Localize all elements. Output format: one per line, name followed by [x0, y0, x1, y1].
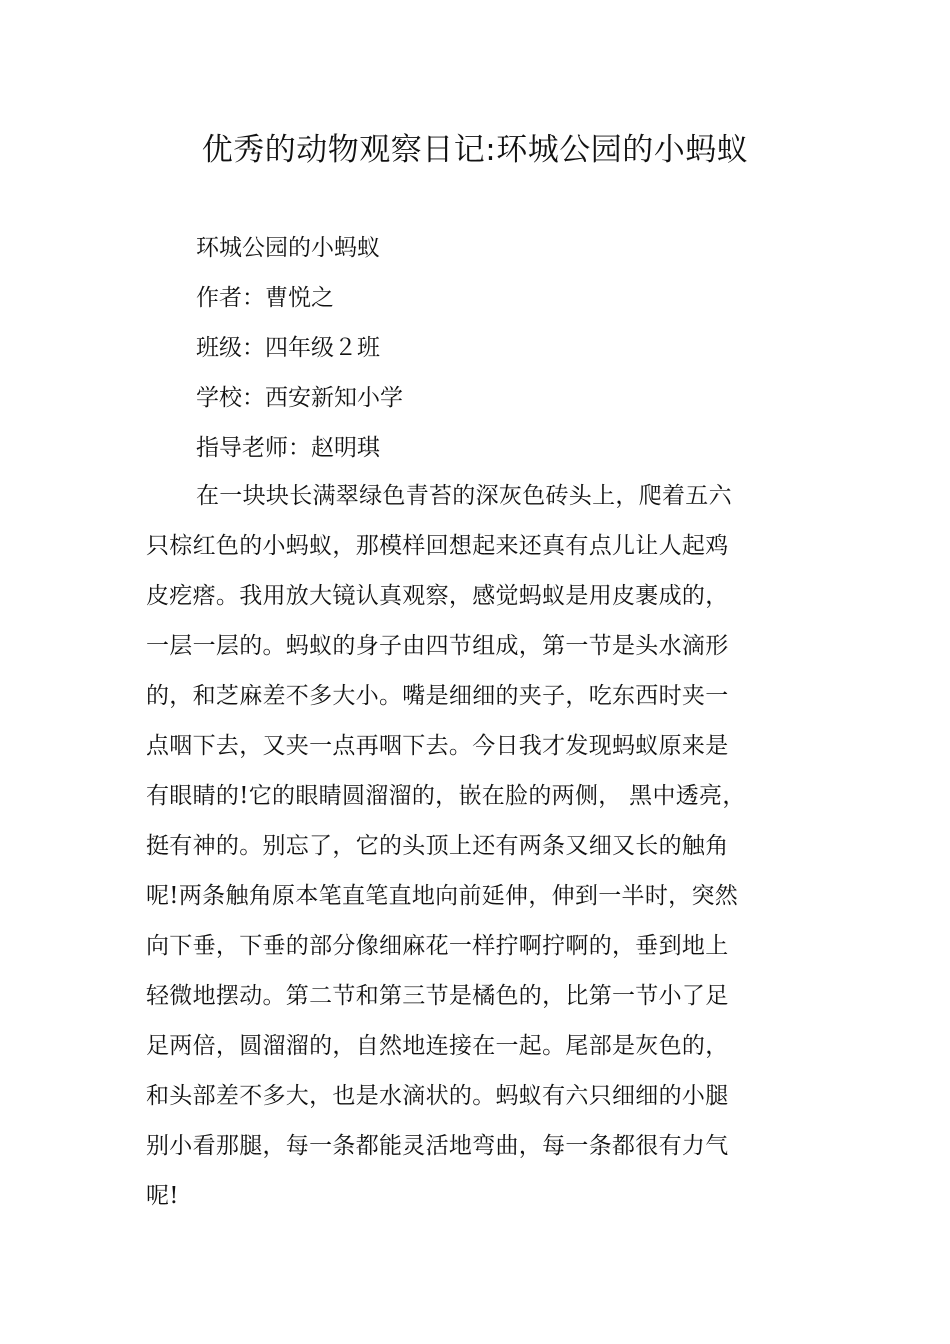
- body-line: 轻微地摆动。第二节和第三节是橘色的，比第一节小了足: [146, 983, 729, 1009]
- body-line: 的，和芝麻差不多大小。嘴是细细的夹子，吃东西时夹一: [146, 683, 729, 709]
- body-line: 在一块块长满翠绿色青苔的深灰色砖头上，爬着五六: [196, 483, 732, 509]
- body-line: 有眼睛的!它的眼睛圆溜溜的，嵌在脸的两侧， 黑中透亮，: [146, 783, 746, 809]
- essay-title: 环城公园的小蚂蚁: [196, 235, 380, 261]
- body-line: 只棕红色的小蚂蚁，那模样回想起来还真有点儿让人起鸡: [146, 533, 729, 559]
- body-line: 一层一层的。蚂蚁的身子由四节组成，第一节是头水滴形: [146, 633, 729, 659]
- body-line: 足两倍，圆溜溜的，自然地连接在一起。尾部是灰色的，: [146, 1033, 729, 1059]
- document-title: 优秀的动物观察日记:环城公园的小蚂蚁: [201, 132, 749, 168]
- author-line: 作者：曹悦之: [196, 285, 334, 311]
- body-line: 皮疙瘩。我用放大镜认真观察，感觉蚂蚁是用皮裹成的，: [146, 583, 729, 609]
- body-line: 向下垂，下垂的部分像细麻花一样拧啊拧啊的，垂到地上: [146, 933, 729, 959]
- body-line: 和头部差不多大，也是水滴状的。蚂蚁有六只细细的小腿: [146, 1083, 729, 1109]
- body-line: 别小看那腿，每一条都能灵活地弯曲，每一条都很有力气: [146, 1133, 729, 1159]
- body-line: 呢!: [146, 1183, 179, 1209]
- class-line: 班级：四年级２班: [196, 335, 380, 361]
- school-line: 学校：西安新知小学: [196, 385, 403, 411]
- body-line: 挺有神的。别忘了，它的头顶上还有两条又细又长的触角: [146, 833, 729, 859]
- body-line: 呢!两条触角原本笔直笔直地向前延伸，伸到一半时，突然: [146, 883, 739, 909]
- body-line: 点咽下去，又夹一点再咽下去。今日我才发现蚂蚁原来是: [146, 733, 729, 759]
- teacher-line: 指导老师：赵明琪: [196, 435, 380, 461]
